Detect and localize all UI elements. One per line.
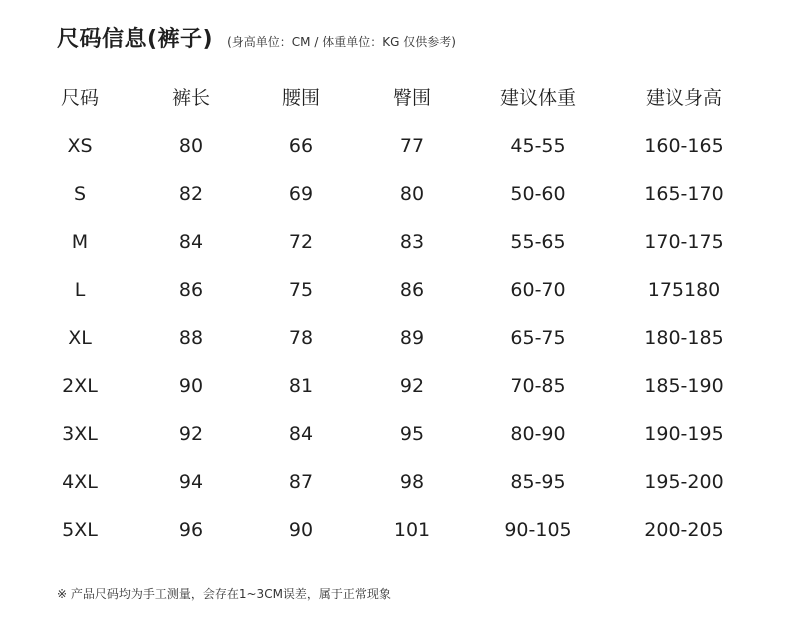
cell-size: XL — [68, 327, 92, 349]
cell-suggested-weight: 65-75 — [510, 327, 566, 349]
size-table — [0, 74, 790, 554]
cell-hip: 83 — [399, 231, 425, 253]
footnote: ※ 产品尺码均为手工测量，会存在1~3CM误差，属于正常现象 — [57, 587, 391, 601]
cell-suggested-weight: 70-85 — [510, 375, 566, 397]
cell-hip: 77 — [399, 135, 425, 157]
cell-suggested-height: 185-190 — [644, 375, 724, 397]
cell-size: 3XL — [62, 423, 98, 445]
header-suggested-height: 建议身高 — [645, 87, 722, 109]
cell-pants-length: 84 — [178, 231, 204, 253]
cell-suggested-weight: 90-105 — [504, 519, 572, 541]
table-row — [0, 410, 790, 458]
cell-size: 4XL — [62, 471, 98, 493]
cell-hip: 86 — [399, 279, 425, 301]
cell-suggested-weight: 55-65 — [510, 231, 566, 253]
cell-suggested-height: 200-205 — [644, 519, 724, 541]
cell-size: XS — [67, 135, 93, 157]
cell-hip: 101 — [393, 519, 431, 541]
cell-suggested-height: 175180 — [647, 279, 721, 301]
table-row — [0, 458, 790, 506]
cell-waist: 69 — [288, 183, 314, 205]
header-suggested-weight: 建议体重 — [499, 87, 576, 109]
cell-waist: 66 — [288, 135, 314, 157]
header-hip: 臀围 — [392, 87, 431, 109]
cell-waist: 87 — [288, 471, 314, 493]
cell-suggested-height: 180-185 — [644, 327, 724, 349]
cell-pants-length: 88 — [178, 327, 204, 349]
table-row — [0, 218, 790, 266]
cell-waist: 90 — [288, 519, 314, 541]
cell-pants-length: 94 — [178, 471, 204, 493]
cell-suggested-height: 165-170 — [644, 183, 724, 205]
cell-pants-length: 96 — [178, 519, 204, 541]
table-row — [0, 362, 790, 410]
cell-waist: 72 — [288, 231, 314, 253]
cell-suggested-weight: 60-70 — [510, 279, 566, 301]
cell-suggested-height: 190-195 — [644, 423, 724, 445]
title-row — [57, 22, 456, 53]
cell-pants-length: 90 — [178, 375, 204, 397]
cell-suggested-weight: 80-90 — [510, 423, 566, 445]
cell-size: S — [73, 183, 87, 205]
table-row — [0, 506, 790, 554]
cell-pants-length: 82 — [178, 183, 204, 205]
cell-hip: 95 — [399, 423, 425, 445]
table-row — [0, 122, 790, 170]
cell-size: L — [74, 279, 86, 301]
cell-pants-length: 92 — [178, 423, 204, 445]
cell-hip: 98 — [399, 471, 425, 493]
cell-pants-length: 86 — [178, 279, 204, 301]
cell-pants-length: 80 — [178, 135, 204, 157]
cell-suggested-height: 195-200 — [644, 471, 724, 493]
table-header-row — [0, 74, 790, 122]
header-size: 尺码 — [60, 87, 99, 109]
cell-hip: 92 — [399, 375, 425, 397]
page-title: 尺码信息(裤子) — [57, 27, 214, 52]
unit-note: (身高单位：CM / 体重单位：KG 仅供参考) — [227, 35, 456, 49]
cell-hip: 80 — [399, 183, 425, 205]
table-row — [0, 314, 790, 362]
cell-waist: 75 — [288, 279, 314, 301]
cell-waist: 84 — [288, 423, 314, 445]
cell-suggested-height: 160-165 — [644, 135, 724, 157]
cell-hip: 89 — [399, 327, 425, 349]
header-pants-length: 裤长 — [171, 87, 210, 109]
cell-waist: 78 — [288, 327, 314, 349]
header-waist: 腰围 — [281, 87, 320, 109]
cell-waist: 81 — [288, 375, 314, 397]
cell-size: M — [71, 231, 89, 253]
cell-suggested-height: 170-175 — [644, 231, 724, 253]
table-row — [0, 266, 790, 314]
cell-size: 2XL — [62, 375, 98, 397]
table-row — [0, 170, 790, 218]
cell-size: 5XL — [62, 519, 98, 541]
cell-suggested-weight: 50-60 — [510, 183, 566, 205]
cell-suggested-weight: 45-55 — [510, 135, 566, 157]
cell-suggested-weight: 85-95 — [510, 471, 566, 493]
